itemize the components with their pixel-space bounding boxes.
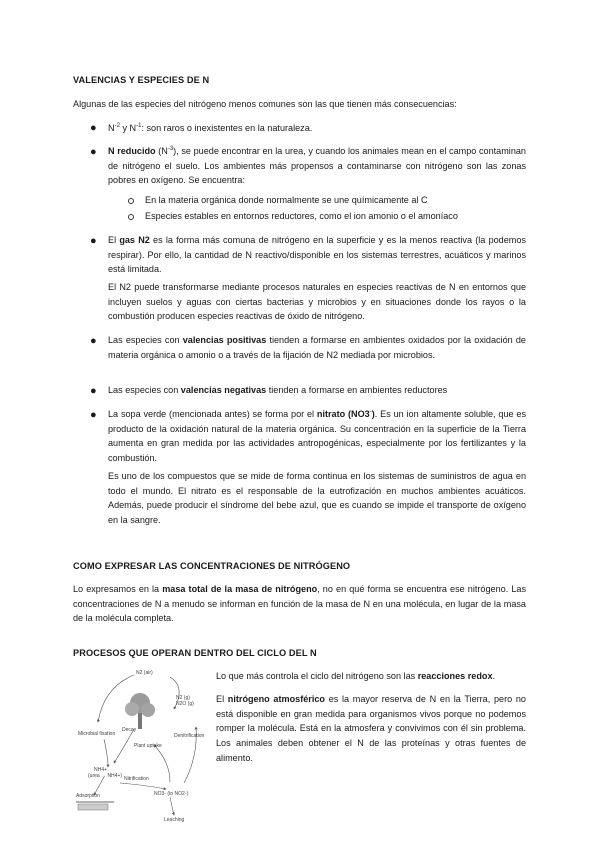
section-heading-procesos: PROCESOS QUE OPERAN DENTRO DEL CICLO DEL N	[73, 648, 317, 658]
nitrogen-cycle-diagram	[74, 667, 210, 822]
diagram-label: Plant uptake	[134, 743, 162, 749]
diagram-label: Adsorption	[76, 793, 100, 799]
section-heading-concentraciones: COMO EXPRESAR LAS CONCENTRACIONES DE NITRÓGENO	[73, 561, 351, 571]
intro-paragraph: Algunas de las especies del nitrógeno menos comunes son las que tienen más consecuencias:	[73, 99, 457, 109]
diagram-label: N2O (g)	[176, 701, 194, 707]
diagram-label: Denitrification	[174, 733, 205, 739]
diagram-label: Leaching	[164, 817, 185, 822]
bullet-text-valencias-negativas: Las especies con valencias negativas tienden a formarse en ambientes reductores	[108, 385, 448, 395]
paragraph-nitrato-medicion: Es uno de los compuestos que se mide de forma continua en los sistemas de suministros de agua en todo el mundo. El nitrato es el responsable de la eutrofización en muchos ambientes acuáticos. Además, puede producir el síndrome del bebe azul, que es cuando se impide el transporte de oxígeno en la sangre.	[108, 471, 526, 526]
bullet-dot: ●	[90, 335, 97, 347]
paragraph-n2-transformacion: El N2 puede transformarse mediante procesos naturales en especies reactivas de N en entornos que incluyen suelos y aguas con ciertas bacterias y microbios y en situaciones donde los rayos o la combustión producen especies reactivas de óxido de nitrógeno.	[108, 282, 526, 322]
bullet-text-valencias-positivas: Las especies con valencias positivas tienden a formarse en ambientes oxidados por la oxidación de materia orgánica o amonio o a través de la fijación de N2 mediada por microbios.	[108, 335, 526, 360]
diagram-label: (urea → NH4+)	[88, 773, 123, 779]
bullet-text-nitrato: La sopa verde (mencionada antes) se forma por el nitrato (NO3-). Es un ion altamente soluble, que es producto de la oxidación natural de la materia orgánica. Su concentración en la superficie de la Tierra aumenta en gran medida por las actividades antropogénicas, especialmente por los fertilizantes y la combustión.	[108, 409, 526, 464]
diagram-label: N2 (g)	[176, 695, 190, 701]
bullet-text-gas-n2: El gas N2 es la forma más comuna de nitrógeno en la superficie y es la menos reactiva (la podemos respirar). Por ello, la cantidad de N reactivo/disponible en los sistemas terrestres, acuáticos y marinos está limitada.	[108, 235, 526, 275]
diagram-label: Decay	[122, 727, 137, 733]
paragraph-nitrogeno-atmosferico: El nitrógeno atmosférico es la mayor reserva de N en la Tierra, pero no está disponible en gran medida para organismos vivos porque no podemos romper la molécula. Está en la atmosfera y convivimos con él sin problema. Los animales deben obtener el N de las proteínas y otras fuentes de alimento.	[216, 694, 526, 763]
bullet-text-n-reducido: N reducido $(N^{-3})$, se puede encontrar en la urea, y cuando los animales mean en el campo contaminan de nitrógeno el suelo. Los ambientes más propensos a contaminarse con nitrógeno son las zonas pobres en oxígeno. Se encuentra:	[108, 146, 526, 186]
bullet-dot: ●	[90, 409, 97, 421]
sub-bullet-circle	[128, 198, 134, 204]
diagram-label: Microbial fixation	[78, 731, 116, 737]
paragraph-concentraciones: Lo expresamos en la masa total de la masa de nitrógeno, no en qué forma se encuentra ese nitrógeno. Las concentraciones de N a menudo se informan en función de la masa de N en una molécula, en lugar de la masa de la molécula completa.	[73, 584, 526, 624]
sub-bullet-circle	[128, 214, 134, 220]
bullet-text-n2-n1: $N^{-2}$ y $N^{-1}$: son raros o inexistentes en la naturaleza.	[108, 123, 313, 133]
diagram-label: N2 (air)	[136, 670, 153, 676]
diagram-label: NO3- (to NO2-)	[154, 791, 189, 797]
diagram-label: Nitrification	[124, 776, 149, 782]
paragraph-redox: Lo que más controla el ciclo del nitrógeno son las reacciones redox.	[216, 671, 496, 681]
bullet-dot: ●	[90, 122, 97, 134]
tree-icon	[125, 693, 155, 729]
bullet-dot: ●	[90, 146, 97, 158]
bullet-dot: ●	[90, 385, 97, 397]
bullet-dot: ●	[90, 235, 97, 247]
section-heading-valencias: VALENCIAS Y ESPECIES DE N	[73, 75, 210, 85]
diagram-label: NH4+	[94, 767, 107, 773]
sub-bullet-text-materia-organica: En la materia orgánica donde normalmente se une químicamente al C	[145, 195, 428, 205]
sub-bullet-text-especies-estables: Especies estables en entornos reductores, como el ion amonio o el amoníaco	[145, 211, 458, 221]
